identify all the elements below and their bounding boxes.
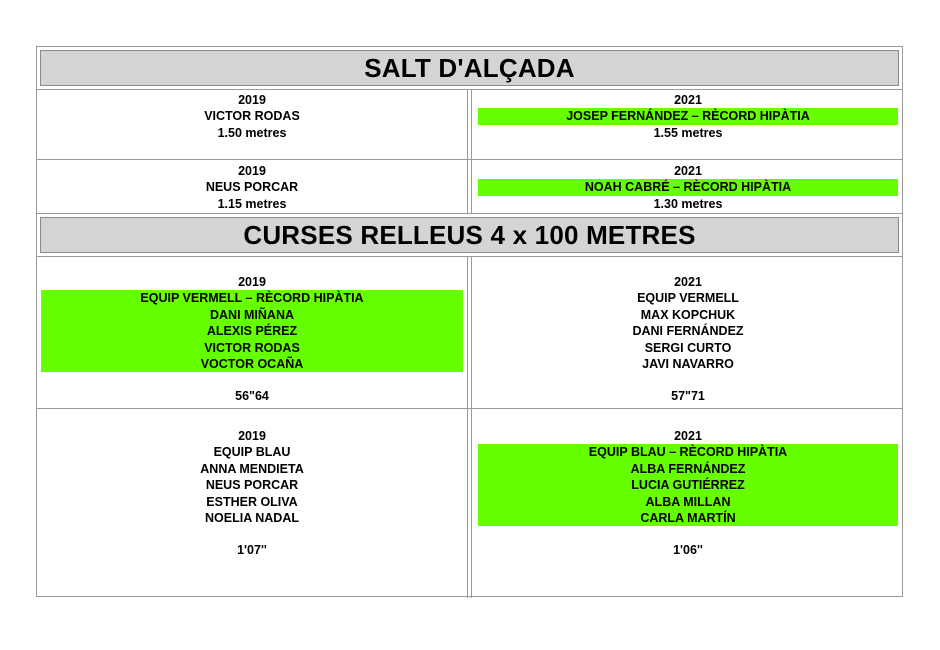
relay-time: 1'06'' xyxy=(673,543,703,558)
divider xyxy=(37,408,902,409)
column-divider xyxy=(467,256,468,598)
team-member: CARLA MARTÍN xyxy=(640,510,736,525)
column-divider xyxy=(467,89,468,213)
year-label: 2019 xyxy=(238,429,266,443)
team-member: ESTHER OLIVA xyxy=(206,494,298,509)
team-member: ALBA FERNÁNDEZ xyxy=(630,461,746,476)
column-divider xyxy=(471,256,472,598)
relay-cell-2019-blue-team xyxy=(37,428,467,559)
year-label: 2021 xyxy=(674,93,702,107)
team-name: EQUIP BLAU xyxy=(213,445,291,460)
result-value: 1.50 metres xyxy=(217,125,287,140)
year-label: 2019 xyxy=(238,164,266,178)
team-member: DANI MIÑANA xyxy=(209,307,295,322)
team-member: ALBA MILLAN xyxy=(645,494,731,509)
year-label: 2021 xyxy=(674,429,702,443)
team-member: DANI FERNÁNDEZ xyxy=(632,324,744,339)
year-label: 2021 xyxy=(674,275,702,289)
high-jump-cell-2019-girls xyxy=(37,163,467,212)
team-member: NEUS PORCAR xyxy=(205,478,299,493)
result-value: 1.15 metres xyxy=(217,196,287,211)
high-jump-title: SALT D'ALÇADA xyxy=(364,52,575,83)
relay-cell-2021-blue-team xyxy=(474,428,902,559)
athlete-name: NEUS PORCAR xyxy=(205,180,299,195)
record-athlete-name: NOAH CABRÉ – RÈCORD HIPÀTIA xyxy=(478,179,898,195)
divider xyxy=(37,159,902,160)
team-member: ANNA MENDIETA xyxy=(200,461,304,476)
record-athlete-name: JOSEP FERNÁNDEZ – RÈCORD HIPÀTIA xyxy=(478,108,898,124)
records-table xyxy=(36,46,903,597)
year-label: 2019 xyxy=(238,275,266,289)
record-highlight-block xyxy=(478,444,898,526)
divider xyxy=(37,89,902,90)
team-member: NOELIA NADAL xyxy=(205,510,299,525)
result-value: 1.55 metres xyxy=(653,125,723,140)
relay-title: CURSES RELLEUS 4 x 100 METRES xyxy=(243,219,696,250)
team-member: LUCIA GUTIÉRREZ xyxy=(631,478,745,493)
team-member: VICTOR RODAS xyxy=(204,340,300,355)
year-label: 2021 xyxy=(674,164,702,178)
relay-header xyxy=(40,217,899,253)
team-member: SERGI CURTO xyxy=(644,340,732,355)
high-jump-cell-2021-girls xyxy=(474,163,902,212)
relay-cell-2021-red-team xyxy=(474,274,902,405)
relay-time: 56"64 xyxy=(235,389,269,404)
relay-cell-2019-red-team xyxy=(37,274,467,405)
team-member: VOCTOR OCAÑA xyxy=(200,356,304,371)
team-name: EQUIP BLAU – RÈCORD HIPÀTIA xyxy=(588,445,788,460)
team-name: EQUIP VERMELL xyxy=(637,291,739,306)
team-member: MAX KOPCHUK xyxy=(640,307,736,322)
athlete-name: VICTOR RODAS xyxy=(204,109,300,124)
high-jump-cell-2019-boys xyxy=(37,92,467,141)
divider xyxy=(37,213,902,214)
relay-time: 1'07'' xyxy=(237,543,267,558)
divider xyxy=(37,256,902,257)
year-label: 2019 xyxy=(238,93,266,107)
record-highlight-block xyxy=(41,290,463,372)
high-jump-cell-2021-boys xyxy=(474,92,902,141)
team-member: JAVI NAVARRO xyxy=(642,356,734,371)
team-member: ALEXIS PÉREZ xyxy=(206,324,298,339)
column-divider xyxy=(471,89,472,213)
result-value: 1.30 metres xyxy=(653,196,723,211)
high-jump-header xyxy=(40,50,899,86)
team-name: EQUIP VERMELL – RÈCORD HIPÀTIA xyxy=(140,291,364,306)
relay-time: 57"71 xyxy=(671,389,705,404)
